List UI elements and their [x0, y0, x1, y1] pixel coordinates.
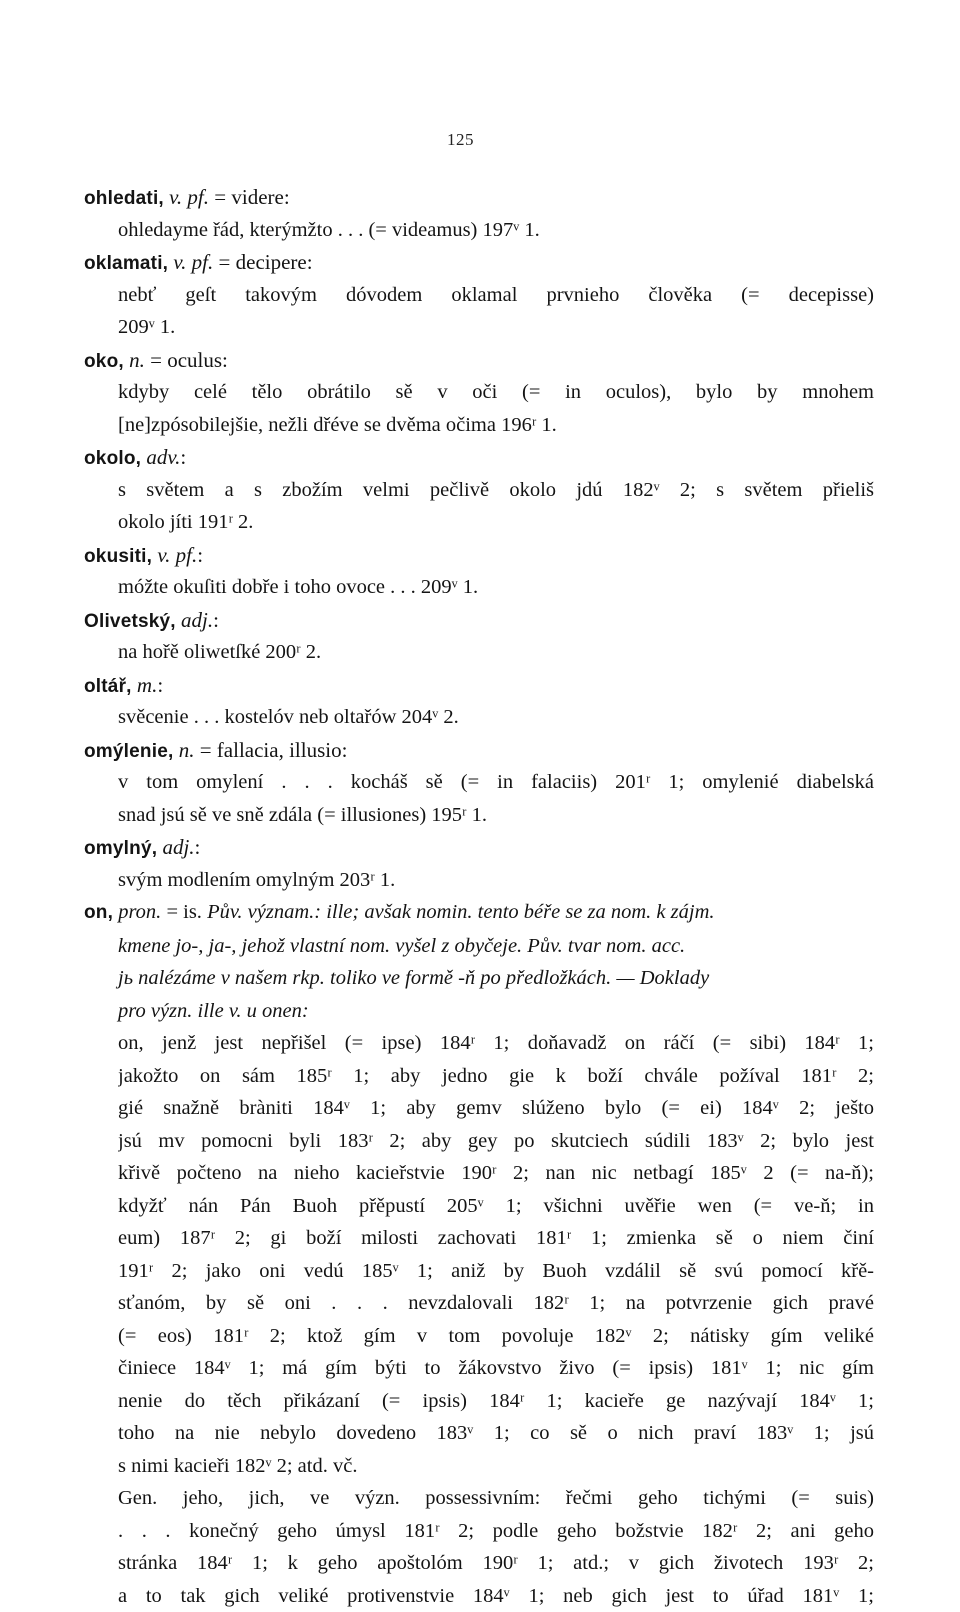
gloss: : [197, 543, 203, 567]
citation-line: sťanóm, by sě oni . . . nevzdalovali 182ʳ 1; na potvrzenie gich pravé [118, 1287, 874, 1320]
citation-line: nenie do těch přikázaní (= ipsis) 184ʳ 1; kacieře ge nazývají 184ᵛ 1; [118, 1385, 874, 1418]
citation-line: činiece 184ᵛ 1; má gím býti to žákovstvo živo (= ipsis) 181ᵛ 1; nic gím [118, 1352, 874, 1385]
dictionary-entry [84, 831, 874, 896]
dictionary-entry [84, 181, 874, 246]
headword: okusiti, [84, 546, 152, 567]
dictionary-entry [84, 734, 874, 832]
genitive-line: a to tak gich veliké protivenstvie 184ᵛ 1; neb gich jest to úřad 181ᵛ 1; [118, 1580, 874, 1612]
gloss: : [180, 445, 186, 469]
citation-line: jakožto on sám 185ʳ 1; aby jedno gie k boží chvále požíval 181ʳ 2; [118, 1060, 874, 1093]
example-line: móžte okuſiti dobře i toho ovoce . . . 209ᵛ 1. [118, 571, 874, 604]
gloss: = fallacia, illusio: [200, 738, 348, 762]
example-line: na hořě oliwetſké 200ʳ 2. [118, 636, 874, 669]
etymology-note: pro význ. ille v. u onen: [84, 995, 874, 1028]
headword: oltář, [84, 676, 132, 697]
dictionary-entry [84, 441, 874, 539]
entry-list [84, 181, 874, 1612]
example-line: svěcenie . . . kostelóv neb oltařów 204ᵛ 2. [118, 701, 874, 734]
citation-line: toho na nie nebylo dovedeno 183ᵛ 1; co sě o nich praví 183ᵛ 1; jsú [118, 1417, 874, 1450]
gloss: = videre: [214, 185, 289, 209]
headword: oko, [84, 351, 124, 372]
example-line: svým modlením omylným 203ʳ 1. [118, 864, 874, 897]
dictionary-entry-on [84, 896, 874, 1612]
headword: ohledati, [84, 188, 164, 209]
gloss: = oculus: [150, 348, 228, 372]
grammar-label: m. [137, 673, 157, 697]
headword: on, [84, 902, 113, 923]
example-line: 209ᵛ 1. [118, 311, 874, 344]
etymology-note: kmene jo-, ja-, jehož vlastní nom. vyšel z obyčeje. Pův. tvar nom. acc. [84, 930, 874, 963]
grammar-label: adj. [181, 608, 213, 632]
citation-line: (= eos) 181ʳ 2; ktož gím v tom povoluje 182ᵛ 2; nátisky gím veliké [118, 1320, 874, 1353]
grammar-label: v. pf. [169, 185, 209, 209]
headword: Olivetský, [84, 611, 176, 632]
citation-line: křivě počteno na nieho kacieřstvie 190ʳ 2; nan nic netbagí 185ᵛ 2 (= na-ň); [118, 1157, 874, 1190]
example-line: ohledayme řád, kterýmžto . . . (= videamus) 197ᵛ 1. [118, 214, 874, 247]
citation-line: on, jenž jest nepřišel (= ipse) 184ʳ 1; doňavadž on ráčí (= sibi) 184ʳ 1; [118, 1027, 874, 1060]
gloss: = decipere: [219, 250, 313, 274]
headword: oklamati, [84, 253, 168, 274]
example-line: v tom omylení . . . kocháš sě (= in falaciis) 201ʳ 1; omylenié diabelská [118, 766, 874, 799]
genitive-line: stránka 184ʳ 1; k geho apoštolóm 190ʳ 1; atd.; v gich životech 193ʳ 2; [118, 1547, 874, 1580]
citation-line: 191ʳ 2; jako oni vedú 185ᵛ 1; aniž by Buoh vzdálil sě svú pomocí křě- [118, 1255, 874, 1288]
genitive-line: Gen. jeho, jich, ve význ. possessivním: řečmi geho tichými (= suis) [118, 1482, 874, 1515]
headword: omylný, [84, 838, 157, 859]
dictionary-entry [84, 539, 874, 604]
gloss: = is. [166, 901, 202, 923]
genitive-line: . . . konečný geho úmysl 181ʳ 2; podle geho božstvie 182ʳ 2; ani geho [118, 1515, 874, 1548]
example-line: [ne]zpósobilejšie, nežli dřéve se dvěma očima 196ʳ 1. [118, 409, 874, 442]
grammar-label: v. pf. [157, 543, 197, 567]
grammar-label: v. pf. [173, 250, 213, 274]
citation-line: jsú mv pomocni byli 183ʳ 2; aby gey po skutciech súdili 183ᵛ 2; bylo jest [118, 1125, 874, 1158]
example-line: snad jsú sě ve sně zdála (= illusiones) 195ʳ 1. [118, 799, 874, 832]
dictionary-entry [84, 669, 874, 734]
headword: omýlenie, [84, 741, 173, 762]
headword: okolo, [84, 448, 141, 469]
grammar-label: adv. [146, 445, 180, 469]
example-line: okolo jíti 191ʳ 2. [118, 506, 874, 539]
example-line: kdyby celé tělo obrátilo sě v oči (= in oculos), bylo by mnohem [118, 376, 874, 409]
citation-line: gié snažně bràniti 184ᵛ 1; aby gemv slúženo bylo (= ei) 184ᵛ 2; ješto [118, 1092, 874, 1125]
etymology-note: jь nalézáme v našem rkp. toliko ve formě -ň po předložkách. — Doklady [84, 962, 874, 995]
example-line: s světem a s zbožím velmi pečlivě okolo jdú 182ᵛ 2; s světem přieliš [118, 474, 874, 507]
page-number: 125 [447, 130, 474, 150]
dictionary-entry [84, 246, 874, 344]
citation-line: kdyžť nán Pán Buoh přěpustí 205ᵛ 1; všichni uvěřie wen (= ve-ň; in [118, 1190, 874, 1223]
grammar-label: pron. [118, 901, 161, 923]
citation-line: s nimi kacieři 182ᵛ 2; atd. vč. [118, 1450, 874, 1483]
example-line: nebť geſt takovým dóvodem oklamal prvnieho člověka (= decepisse) [118, 279, 874, 312]
dictionary-entry [84, 344, 874, 442]
grammar-label: n. [129, 348, 145, 372]
gloss: : [157, 673, 163, 697]
grammar-label: n. [179, 738, 195, 762]
etymology-note: Pův. význam.: ille; avšak nomin. tento béře se za nom. k zájm. [207, 901, 714, 923]
gloss: : [213, 608, 219, 632]
dictionary-entry [84, 604, 874, 669]
grammar-label: adj. [162, 835, 194, 859]
gloss: : [195, 835, 201, 859]
citation-line: eum) 187ʳ 2; gi boží milosti zachovati 181ʳ 1; zmienka sě o niem činí [118, 1222, 874, 1255]
entry-head-line [84, 896, 874, 930]
